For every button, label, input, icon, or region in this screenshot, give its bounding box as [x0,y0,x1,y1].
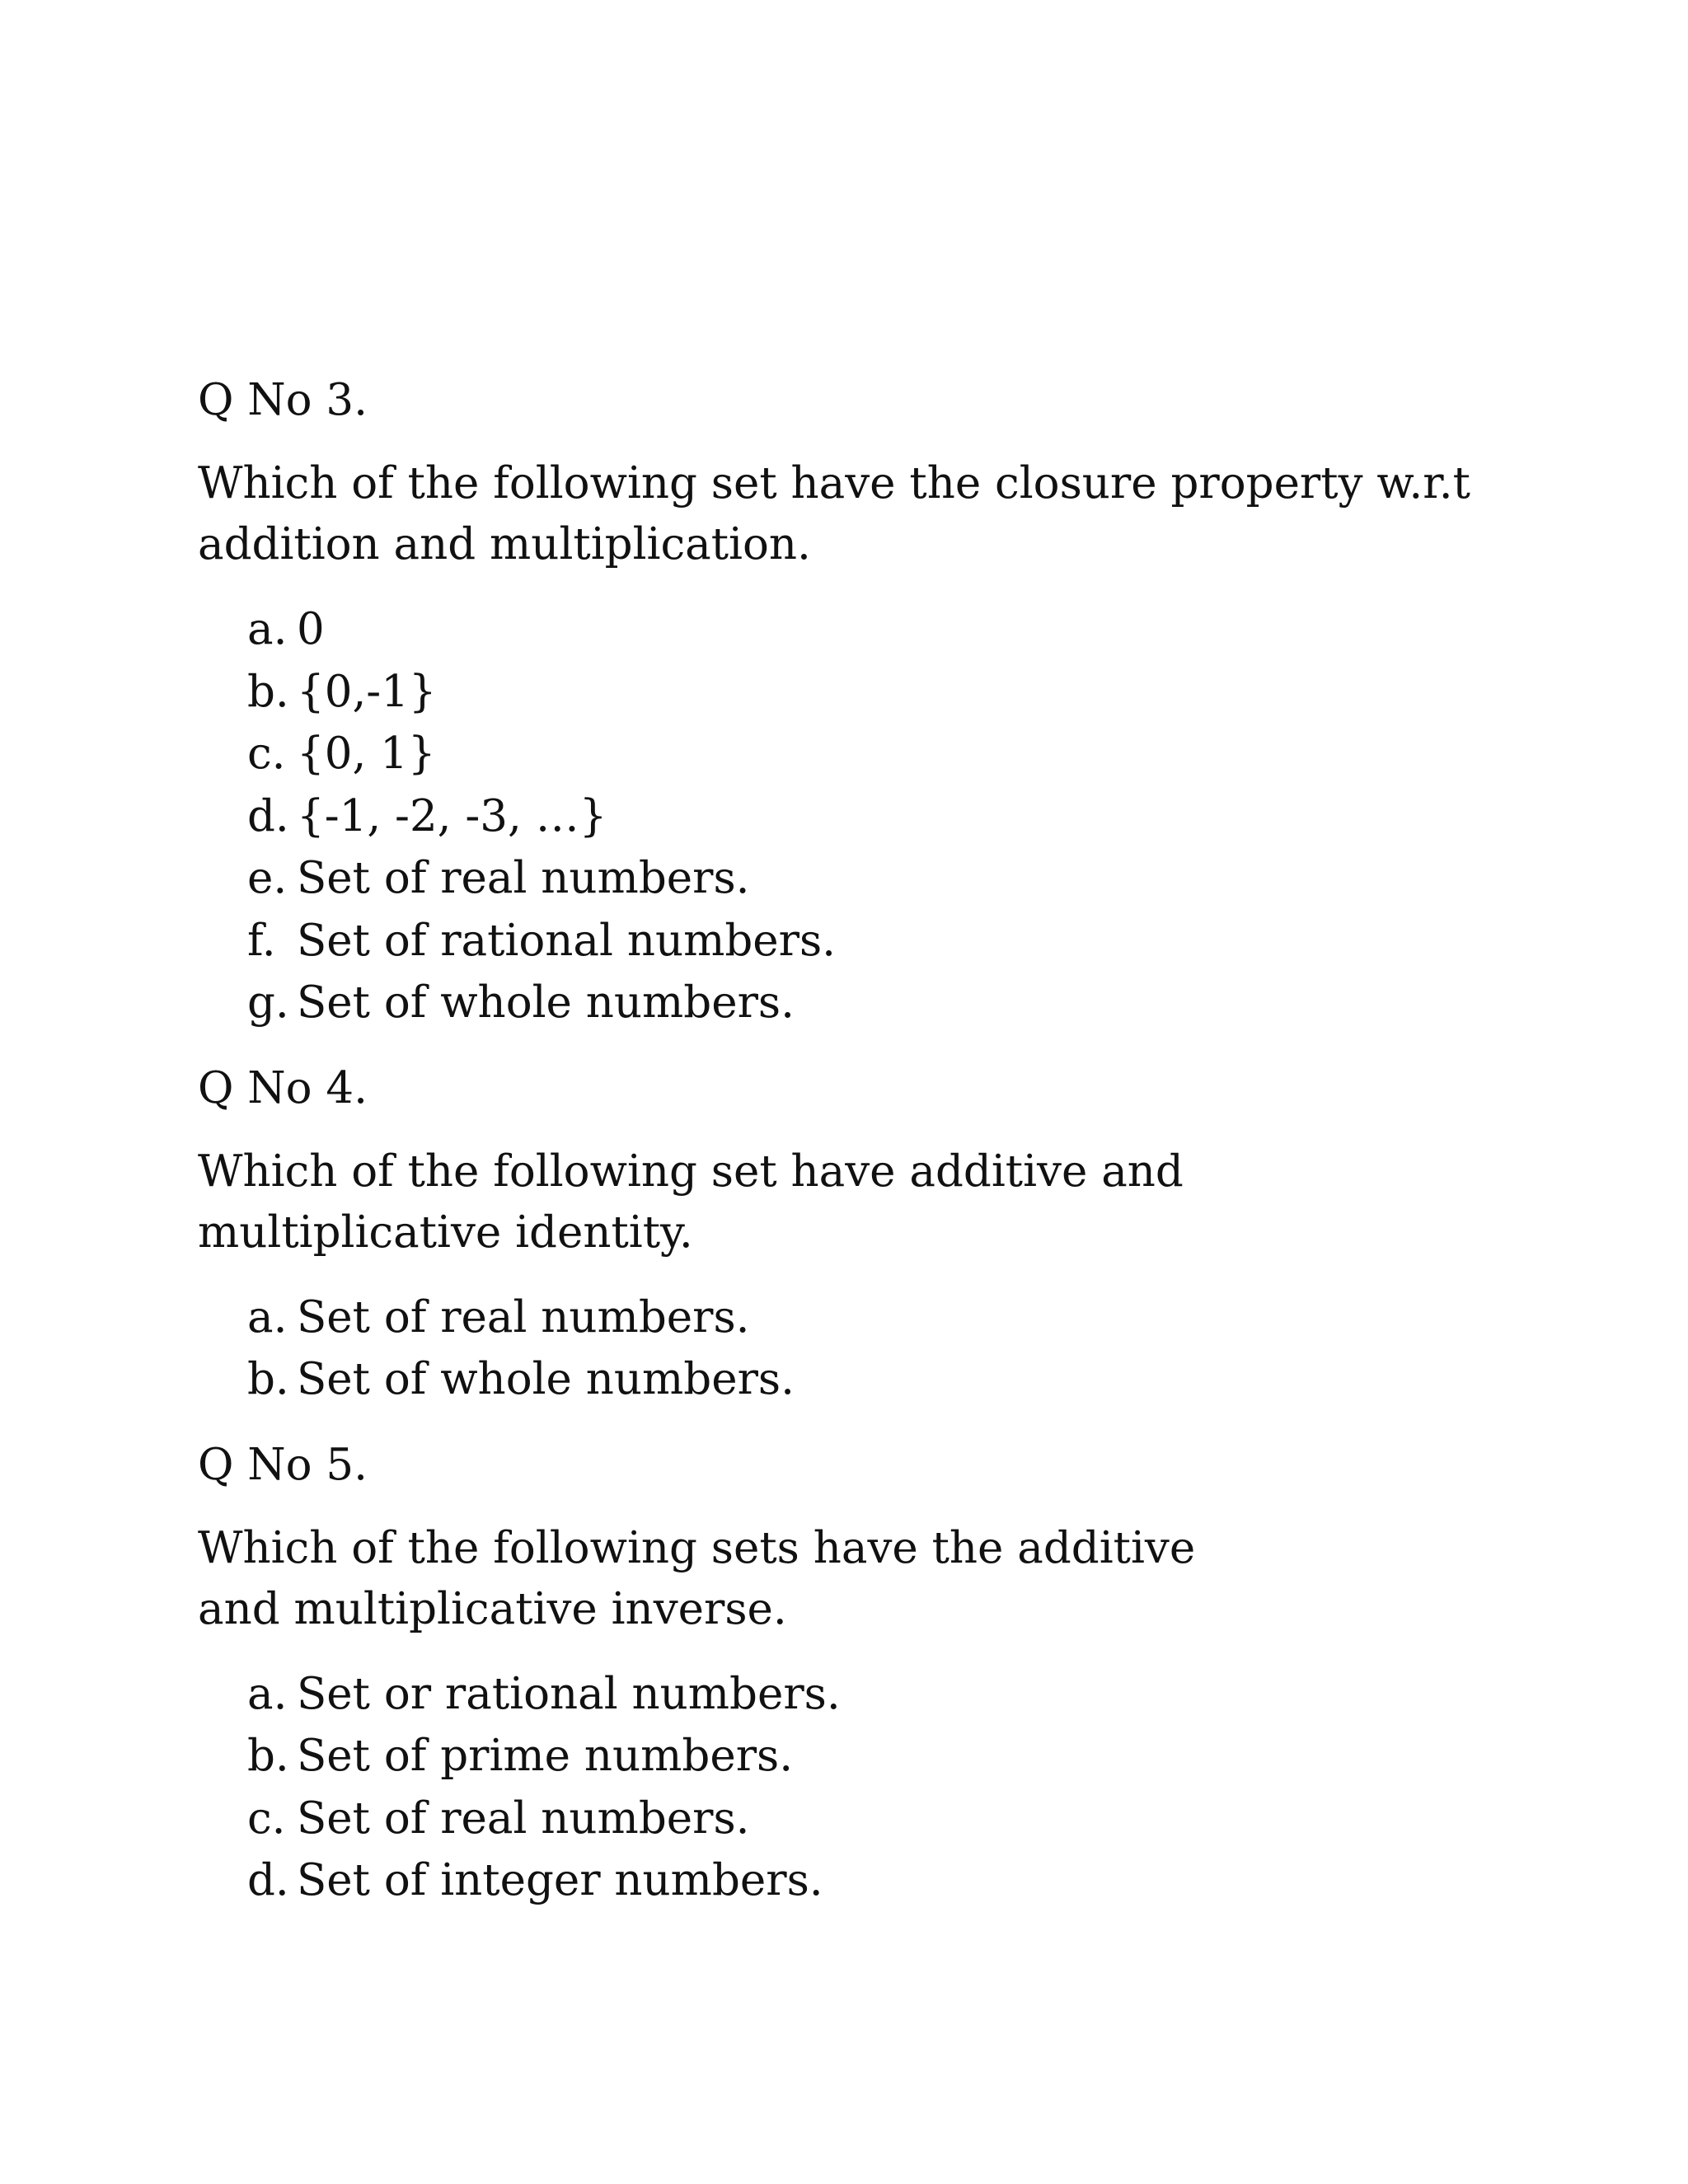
option-item [247,1849,1484,1912]
option-list [198,1286,1484,1411]
question-block [198,1434,1484,1912]
option-text: Set of real numbers. [297,1793,750,1844]
option-item [247,661,1484,724]
option-letter: b. [247,666,289,717]
option-text: {-1, -2, -3, …} [297,790,607,841]
option-text: Set of whole numbers. [297,1354,795,1404]
option-text: Set of real numbers. [297,853,750,903]
option-text: 0 [297,604,325,654]
option-item [247,1788,1484,1850]
option-letter: b. [247,1354,289,1404]
option-item [247,910,1484,972]
option-item [247,1286,1484,1349]
document-content [198,369,1484,1935]
question-text: Which of the following sets have the additive and multiplicative inverse. [198,1522,1196,1634]
option-text: Set of rational numbers. [297,915,837,966]
option-letter: d. [247,790,289,841]
question-block [198,1057,1484,1411]
option-letter: a. [247,1291,288,1343]
option-item [247,1725,1484,1788]
option-item [247,785,1484,848]
option-list [198,598,1484,1034]
question-number: Q No 3. [198,375,368,425]
option-text: Set of real numbers. [297,1291,750,1343]
option-list [198,1663,1484,1912]
option-letter: c. [247,1793,286,1844]
option-text: Set of prime numbers. [297,1731,794,1781]
option-item [247,847,1484,910]
option-letter: c. [247,729,286,779]
option-letter: g. [247,977,289,1028]
option-item [247,723,1484,785]
option-letter: b. [247,1731,289,1781]
question-block [198,369,1484,1034]
option-letter: f. [247,915,276,966]
option-letter: d. [247,1855,289,1905]
option-letter: a. [247,1668,288,1719]
option-text: Set or rational numbers. [297,1668,841,1719]
option-item [247,972,1484,1034]
option-text: {0, 1} [297,729,436,779]
question-text: Which of the following set have the closure property w.r.t addition and multiplication. [198,458,1470,569]
option-letter: a. [247,604,288,654]
option-item [247,1663,1484,1726]
question-number: Q No 4. [198,1062,368,1113]
question-number: Q No 5. [198,1439,368,1490]
option-item [247,1348,1484,1411]
question-text: Which of the following set have additive and multiplicative identity. [198,1146,1184,1258]
option-item [247,598,1484,661]
option-text: Set of integer numbers. [297,1855,823,1905]
option-text: Set of whole numbers. [297,977,795,1028]
option-text: {0,-1} [297,666,437,717]
option-letter: e. [247,853,288,903]
